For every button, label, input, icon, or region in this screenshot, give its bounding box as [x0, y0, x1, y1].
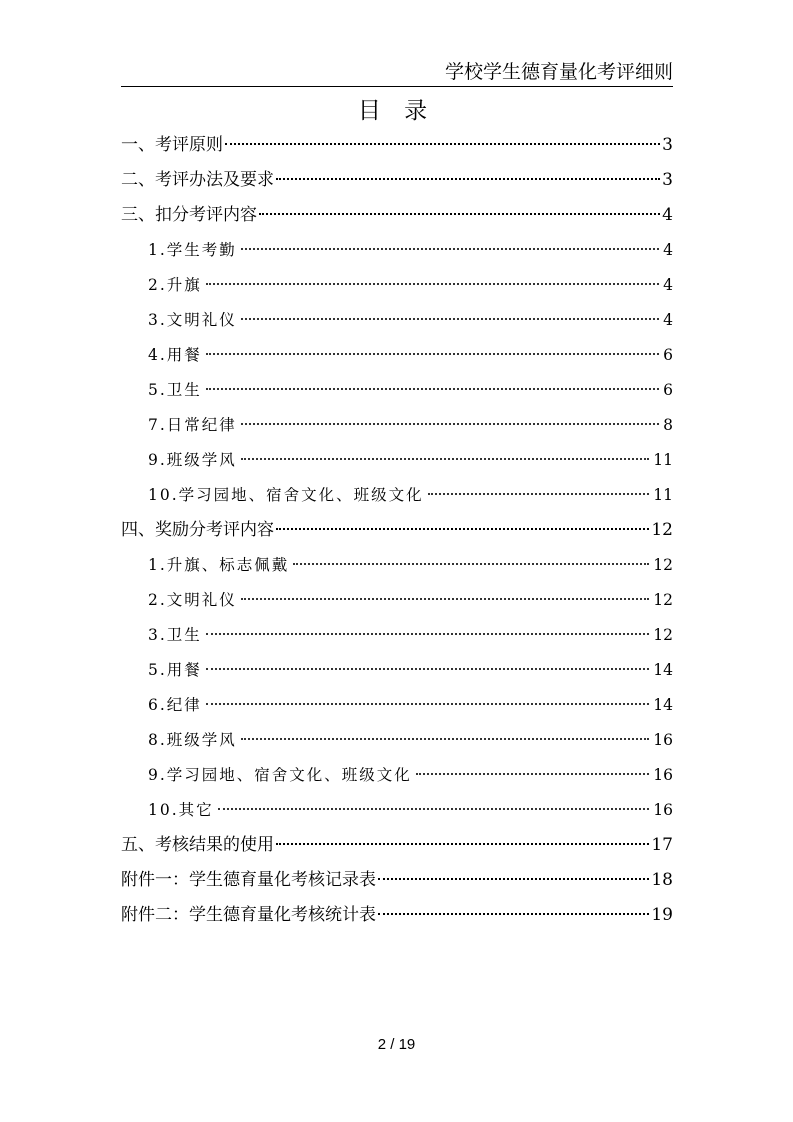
- toc-entry-page: 12: [653, 626, 673, 644]
- toc-entry-label: 2.升旗: [148, 276, 202, 294]
- dot-leader: [276, 843, 649, 845]
- toc-entry-label: 5.用餐: [148, 661, 202, 679]
- toc-entry-page: 8: [663, 416, 673, 434]
- toc-subentry[interactable]: [121, 758, 673, 793]
- toc-entry-label: 10.其它: [148, 801, 214, 819]
- dot-leader: [276, 178, 660, 180]
- toc-entry-page: 17: [651, 835, 673, 855]
- toc-entry-page: 11: [653, 486, 673, 504]
- toc-entry[interactable]: [121, 513, 673, 548]
- toc-entry-label: 4.用餐: [148, 346, 202, 364]
- toc-entry[interactable]: [121, 898, 673, 933]
- toc-entry-page: 4: [662, 205, 673, 225]
- header-title: 学校学生德育量化考评细则: [444, 61, 673, 83]
- toc-entry-label: 5.卫生: [148, 381, 202, 399]
- toc-entry-page: 16: [653, 766, 673, 784]
- dot-leader: [241, 738, 649, 740]
- toc-entry-page: 4: [663, 241, 673, 259]
- toc-entry-page: 12: [653, 556, 673, 574]
- toc-entry-page: 11: [653, 451, 673, 469]
- toc-entry-label: 10.学习园地、宿舍文化、班级文化: [148, 486, 424, 504]
- toc-entry-label: 3.卫生: [148, 626, 202, 644]
- toc-entry[interactable]: [121, 163, 673, 198]
- toc-entry-page: 16: [653, 731, 673, 749]
- toc-entry-page: 12: [651, 520, 673, 540]
- dot-leader: [428, 493, 650, 495]
- toc-entry-label: 三、扣分考评内容: [121, 205, 257, 225]
- toc-entry-page: 12: [653, 591, 673, 609]
- dot-leader: [206, 633, 649, 635]
- table-of-contents: [121, 128, 673, 933]
- dot-leader: [241, 423, 659, 425]
- dot-leader: [206, 353, 659, 355]
- running-header: [121, 58, 673, 87]
- toc-entry-label: 一、考评原则: [121, 135, 223, 155]
- toc-entry-page: 19: [651, 905, 673, 925]
- toc-entry-label: 9.学习园地、宿舍文化、班级文化: [148, 766, 412, 784]
- toc-entry-label: 9.班级学风: [148, 451, 237, 469]
- dot-leader: [206, 283, 659, 285]
- toc-subentry[interactable]: [121, 268, 673, 303]
- dot-leader: [218, 808, 650, 810]
- toc-subentry[interactable]: [121, 548, 673, 583]
- dot-leader: [206, 668, 649, 670]
- dot-leader: [225, 143, 660, 145]
- toc-entry-page: 14: [653, 661, 673, 679]
- toc-entry-page: 3: [662, 135, 673, 155]
- toc-subentry[interactable]: [121, 338, 673, 373]
- toc-entry-page: 14: [653, 696, 673, 714]
- toc-entry-page: 16: [653, 801, 673, 819]
- dot-leader: [293, 563, 649, 565]
- toc-entry[interactable]: [121, 828, 673, 863]
- dot-leader: [241, 458, 649, 460]
- toc-entry-label: 6.纪律: [148, 696, 202, 714]
- toc-entry-label: 四、奖励分考评内容: [121, 520, 274, 540]
- dot-leader: [378, 913, 649, 915]
- toc-entry-page: 6: [663, 346, 673, 364]
- dot-leader: [276, 528, 649, 530]
- toc-subentry[interactable]: [121, 303, 673, 338]
- toc-title: 目 录: [357, 98, 436, 124]
- dot-leader: [241, 248, 659, 250]
- dot-leader: [241, 318, 659, 320]
- toc-subentry[interactable]: [121, 688, 673, 723]
- toc-entry-page: 3: [662, 170, 673, 190]
- toc-subentry[interactable]: [121, 478, 673, 513]
- toc-entry[interactable]: [121, 863, 673, 898]
- toc-subentry[interactable]: [121, 408, 673, 443]
- toc-entry-label: 二、考评办法及要求: [121, 170, 274, 190]
- toc-subentry[interactable]: [121, 233, 673, 268]
- toc-entry-label: 五、考核结果的使用: [121, 835, 274, 855]
- dot-leader: [206, 703, 649, 705]
- toc-subentry[interactable]: [121, 793, 673, 828]
- dot-leader: [259, 213, 660, 215]
- toc-entry-page: 6: [663, 381, 673, 399]
- toc-entry-page: 4: [663, 311, 673, 329]
- toc-subentry[interactable]: [121, 583, 673, 618]
- toc-entry-label: 1.升旗、标志佩戴: [148, 556, 290, 574]
- toc-subentry[interactable]: [121, 443, 673, 478]
- page-number: 2 / 19: [377, 1036, 416, 1053]
- toc-entry-label: 2.文明礼仪: [148, 591, 237, 609]
- toc-entry-label: 7.日常纪律: [148, 416, 237, 434]
- toc-subentry[interactable]: [121, 373, 673, 408]
- toc-entry-label: 附件二：学生德育量化考核统计表: [121, 905, 376, 925]
- toc-entry[interactable]: [121, 198, 673, 233]
- toc-entry[interactable]: [121, 128, 673, 163]
- toc-subentry[interactable]: [121, 618, 673, 653]
- dot-leader: [241, 598, 649, 600]
- toc-entry-label: 附件一：学生德育量化考核记录表: [121, 870, 376, 890]
- toc-subentry[interactable]: [121, 653, 673, 688]
- toc-entry-page: 4: [663, 276, 673, 294]
- toc-entry-label: 1.学生考勤: [148, 241, 237, 259]
- toc-subentry[interactable]: [121, 723, 673, 758]
- toc-entry-label: 8.班级学风: [148, 731, 237, 749]
- toc-entry-page: 18: [651, 870, 673, 890]
- dot-leader: [206, 388, 659, 390]
- toc-entry-label: 3.文明礼仪: [148, 311, 237, 329]
- dot-leader: [416, 773, 649, 775]
- dot-leader: [378, 878, 649, 880]
